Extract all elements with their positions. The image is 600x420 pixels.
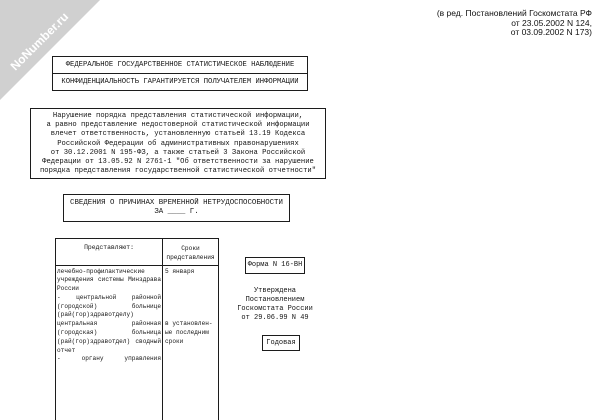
deadline-line: ые последним: [165, 329, 209, 337]
report-title: СВЕДЕНИЯ О ПРИЧИНАХ ВРЕМЕННОЙ НЕТРУДОСПОСОБНОСТИ: [70, 199, 283, 207]
deadline-line: в установлен-: [165, 320, 213, 328]
approval-line: Госкомстата России: [237, 304, 313, 313]
deadline-line: сроки: [165, 337, 184, 345]
submitter-line: (городской) больнице: [57, 302, 161, 310]
submitters-table: [55, 238, 219, 420]
submitters-cell: [57, 268, 161, 365]
column-divider: [162, 239, 163, 420]
approval-note: [220, 287, 330, 323]
liability-notice-line: Федерации от 13.05.92 N 2761-1 "Об ответственности за нарушение: [42, 157, 314, 166]
header-deadlines-line: представления: [166, 254, 215, 261]
submitter-line: (рай(гор)здравотделу): [57, 311, 134, 319]
header-deadlines-line: Сроки: [181, 245, 200, 252]
submitter-line: - органу управления: [57, 355, 161, 363]
liability-notice-line: влечет ответственность, установленную статьей 13.19 Кодекса: [50, 130, 306, 139]
submitter-line: лечебно-профилактические: [57, 267, 145, 275]
confidentiality-label: КОНФИДЕНЦИАЛЬНОСТЬ ГАРАНТИРУЕТСЯ ПОЛУЧАТЕЛЕМ ИНФОРМАЦИИ: [61, 78, 299, 86]
edition-note-line: (в ред. Постановлений Госкомстата РФ: [436, 8, 592, 18]
submitter-line: (рай(гор)здравотдел) сводный: [57, 337, 161, 345]
approval-line: Утверждена: [253, 286, 296, 295]
deadline-line: 5 января: [165, 267, 195, 275]
liability-notice-line: порядка представления государственной статистической отчетности": [39, 167, 317, 176]
submitter-line: (городская) больница: [57, 329, 161, 337]
approval-line: от 29.06.99 N 49: [241, 313, 309, 322]
header-submitters: Представляют:: [84, 244, 134, 251]
liability-notice-line: Нарушение порядка представления статистической информации,: [52, 112, 304, 120]
liability-notice-box: [30, 108, 326, 179]
watermark-text: NoNumber.ru: [7, 9, 72, 74]
submitter-line: центральная районная: [57, 320, 161, 328]
survey-type-label: ФЕДЕРАЛЬНОЕ ГОСУДАРСТВЕННОЕ СТАТИСТИЧЕСКОЕ НАБЛЮДЕНИЕ: [53, 57, 307, 74]
form-number-box: Форма N 16-ВН: [245, 257, 305, 274]
liability-notice-line: от 30.12.2001 N 195-ФЗ, а также статьей 3 Закона Российской: [50, 148, 306, 157]
liability-notice-line: а равно представление недостоверной статистической информации: [46, 121, 310, 130]
liability-notice-line: Российской Федерации об административных правонарушениях: [57, 139, 299, 148]
submitter-line: учреждения системы Минздрава: [57, 276, 161, 284]
header-deadlines: [163, 244, 218, 262]
submitter-line: России: [57, 285, 79, 293]
edition-note-line: от 03.09.2002 N 173): [510, 27, 592, 38]
deadline-cell-first: [165, 268, 217, 277]
report-period: ЗА ____ Г.: [154, 208, 199, 216]
header-box: [52, 56, 308, 91]
submitter-line: - центральной районной: [57, 293, 161, 301]
periodicity-box: Годовая: [262, 335, 300, 351]
edition-note: [437, 9, 592, 38]
edition-note-line: от 23.05.2002 N 124,: [511, 17, 592, 28]
approval-line: Постановлением: [245, 295, 305, 304]
report-title-box: [63, 194, 290, 222]
deadline-cell-second: [165, 320, 217, 346]
table-header: [56, 239, 218, 266]
submitter-line: отчет: [57, 346, 76, 354]
